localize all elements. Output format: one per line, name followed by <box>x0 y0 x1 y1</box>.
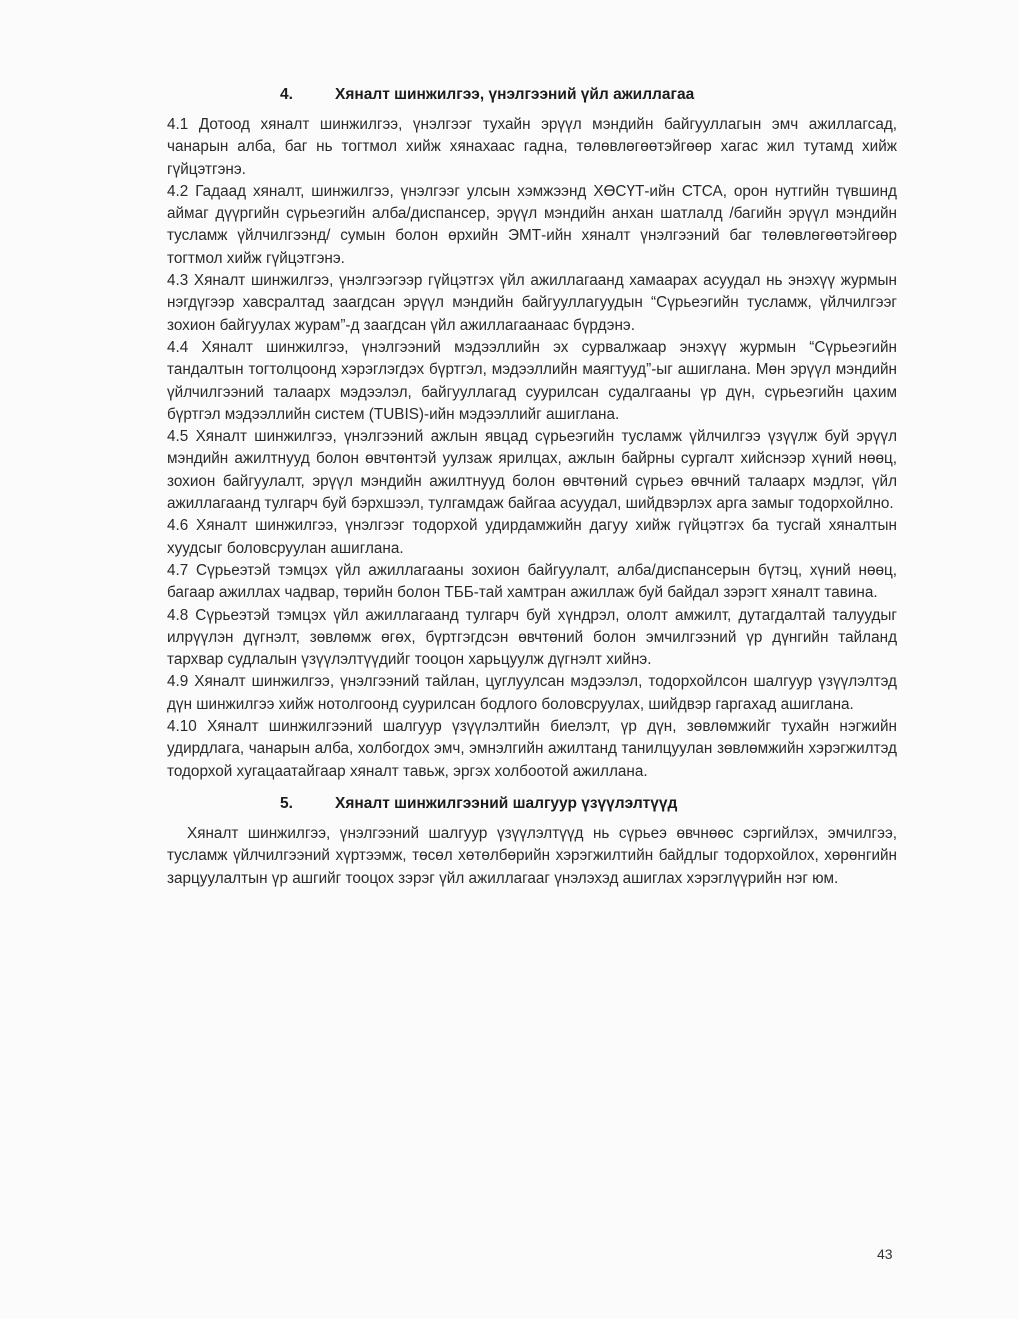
section-4-number: 4. <box>280 86 293 103</box>
paragraph-4-5: 4.5 Хяналт шинжилгээ, үнэлгээний ажлын явцад сүрьеэгийн тусламж үйлчилгээ үзүүлж буй эрүүл мэндийн ажилтнууд болон өвчтөнтэй уулзаж ярилцах, ажлын байрны сургалт хийснээр хүний нөөц, зохион байгуулалт, эрүүл мэндийн ажилтнууд болон өвчтөний сүрьеэ өвчний талаарх мэдлэг, үйл ажиллагаанд тулгарч буй бэрхшээл, тулгамдаж байгаа асуудал, шийдвэрлэх арга замыг тодорхойлно. <box>167 428 897 513</box>
paragraph-4-2: 4.2 Гадаад хяналт, шинжилгээ, үнэлгээг улсын хэмжээнд ХӨСҮТ-ийн СТСА, орон нутгийн түвшинд аймаг дүүргийн сүрьеэгийн алба/диспансер, эрүүл мэндийн анхан шатлалд /багийн эрүүл мэндийн тусламж үйлчилгээнд/ сумын болон өрхийн ЭМТ-ийн хяналт үнэлгээний баг төлөвлөгөөтэйгөөр тогтмол хийж гүйцэтгэнэ. <box>167 182 897 267</box>
paragraph-4-4: 4.4 Хяналт шинжилгээ, үнэлгээний мэдээллийн эх сурвалжаар энэхүү журмын “Сүрьеэгийн тандалтын тогтолцоонд хэрэглэгдэх бүртгэл, мэдээллийн маягтууд”-ыг ашиглана. Мөн эрүүл мэндийн үйлчилгээний талаарх мэдээлэл, байгууллагад суурилсан судалгааны үр дүн, сүрьеэгийн цахим бүртгэл мэдээллийн систем (TUBIS)-ийн мэдээллийг ашиглана. <box>167 338 897 423</box>
page-number: 43 <box>877 1246 893 1262</box>
section-4-heading <box>167 86 897 104</box>
section-4-title: Хяналт шинжилгээ, үнэлгээний үйл ажиллагаа <box>335 86 695 103</box>
section-5-heading <box>167 795 897 813</box>
section-5-title: Хяналт шинжилгээний шалгуур үзүүлэлтүүд <box>335 794 678 812</box>
paragraph-4-1: 4.1 Дотоод хяналт шинжилгээ, үнэлгээг тухайн эрүүл мэндийн байгууллагын эмч ажиллагсад, чанарын алба, баг нь тогтмол хийж хянахаас гадна, төлөвлөгөөтэйгөөр хагас жил тутамд хийж гүйцэтгэнэ. <box>167 116 897 178</box>
page-content <box>167 86 897 890</box>
paragraph-4-9: 4.9 Хяналт шинжилгээ, үнэлгээний тайлан, цуглуулсан мэдээлэл, тодорхойлсон шалгуур үзүүлэлтэд дүн шинжилгээ хийж нотолгоонд суурилсан бодлого боловсруулах, шийдвэр гаргахад ашиглана. <box>167 673 897 713</box>
paragraph-4-3: 4.3 Хяналт шинжилгээ, үнэлгээгээр гүйцэтгэх үйл ажиллагаанд хамаарах асуудал нь энэхүү журмын нэгдүгээр хавсралтад заагдсан эрүүл мэндийн байгууллагуудын “Сүрьеэгийн тусламж, үйлчилгээг зохион байгуулах журам”-д заагдсан үйл ажиллагаанаас бүрдэнэ. <box>167 272 897 334</box>
paragraph-5: Хяналт шинжилгээ, үнэлгээний шалгуур үзүүлэлтүүд нь сүрьеэ өвчнөөс сэргийлэх, эмчилгээ, тусламж үйлчилгээний хүртээмж, төсөл хөтөлбөрийн хэрэгжилтийн байдлыг тодорхойлох, хөрөнгийн зарцуулалтын үр ашгийг тооцох зэрэг үйл ажиллагааг үнэлэхэд ашиглах хэрэглүүрийн нэг юм. <box>167 824 897 887</box>
paragraph-4-10: 4.10 Хяналт шинжилгээний шалгуур үзүүлэлтийн биелэлт, үр дүн, зөвлөмжийг тухайн нэгжийн удирдлага, чанарын алба, холбогдох эмч, эмнэлгийн ажилтанд танилцуулан зөвлөмжийн хэрэгжилтэд тодорхой хугацаатайгаар хяналт тавьж, эргэх холбоотой ажиллана. <box>167 718 897 780</box>
paragraph-4-8: 4.8 Сүрьеэтэй тэмцэх үйл ажиллагаанд тулгарч буй хүндрэл, ололт амжилт, дутагдалтай талуудыг илрүүлэн дүгнэлт, зөвлөмж өгөх, бүртгэгдсэн өвчтөний болон эмчилгээний үр дүнгийн тайланд тархвар судлалын үзүүлэлтүүдийг тооцон харьцуулж дүгнэлт хийнэ. <box>167 606 897 669</box>
section-5-number: 5. <box>280 794 293 812</box>
paragraph-4-6: 4.6 Хяналт шинжилгээ, үнэлгээг тодорхой удирдамжийн дагуу хийж гүйцэтгэх ба тусгай хяналтын хуудсыг боловсруулан ашиглана. <box>167 517 897 557</box>
paragraph-4-7: 4.7 Сүрьеэтэй тэмцэх үйл ажиллагааны зохион байгуулалт, алба/диспансерын бүтэц, хүний нөөц, багаар ажиллах чадвар, төрийн болон ТББ-тай хамтран ажиллаж буй байдал зэрэгт хяналт тавина. <box>167 561 897 602</box>
